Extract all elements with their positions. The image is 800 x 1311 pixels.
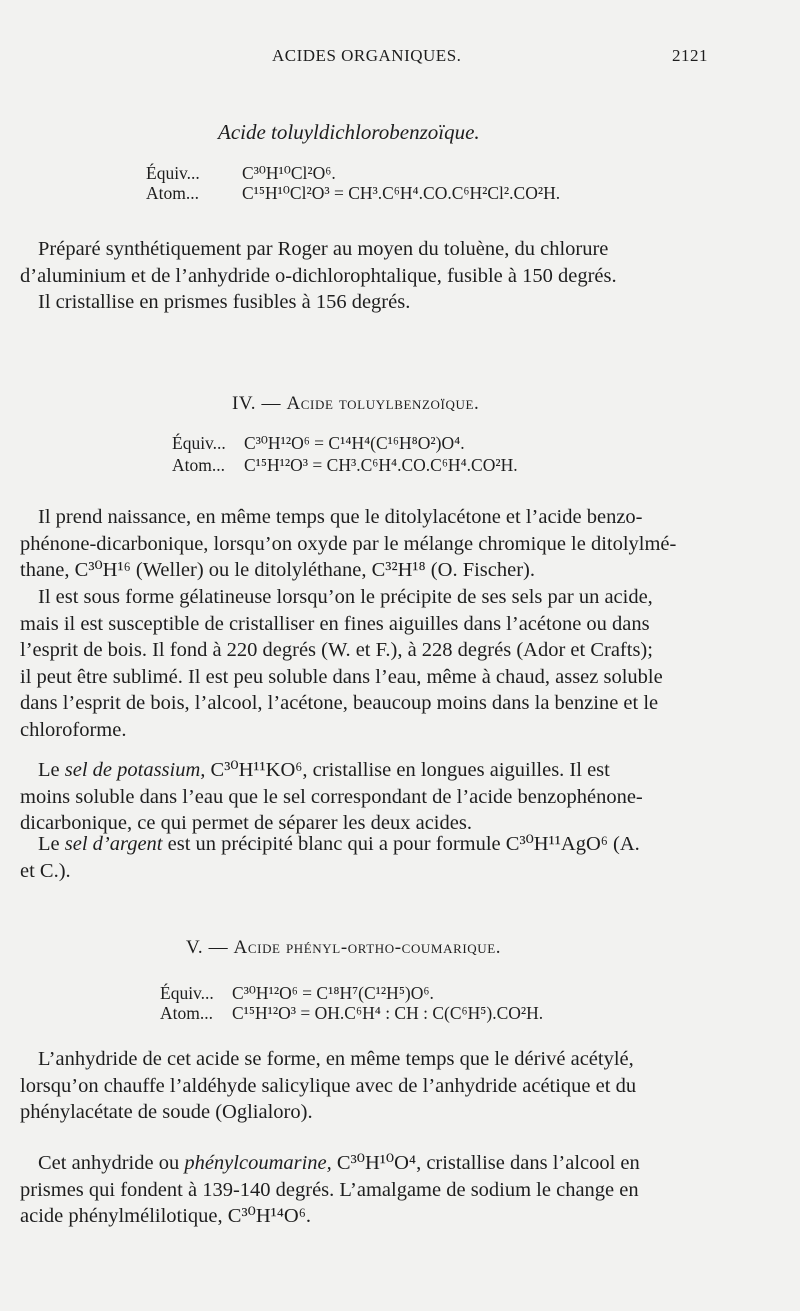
italic-term: sel de potassium, xyxy=(64,759,206,781)
lead-text: Le xyxy=(38,759,65,781)
section-title-toluyldichlorobenzoique: Acide toluyldichlorobenzoïque. xyxy=(218,120,480,144)
text-line: l’esprit de bois. Il fond à 220 degrés (W. et F.), à 228 degrés (Ador et Crafts); xyxy=(20,639,653,661)
text-line: Préparé synthétiquement par Roger au moyen du toluène, du chlorure xyxy=(38,238,609,260)
text-line: il peut être sublimé. Il est peu soluble dans l’eau, même à chaud, assez soluble xyxy=(20,665,663,688)
text-line: prismes qui fondent à 139-140 degrés. L’amalgame de sodium le change en xyxy=(20,1178,639,1201)
atom-label: Atom... xyxy=(160,1003,213,1023)
section-title: Acide toluylbenzoïque. xyxy=(286,393,480,414)
paragraph-preparation xyxy=(20,236,710,316)
lead-text: Le xyxy=(38,833,65,855)
text-line: phénylacétate de soude (Oglialoro). xyxy=(20,1101,313,1123)
paragraph-sel-argent xyxy=(20,831,710,884)
atom-label: Atom... xyxy=(146,183,199,203)
atom-label: Atom... xyxy=(172,455,225,475)
atom-formula-3 xyxy=(160,1002,543,1024)
italic-term: sel d’argent xyxy=(64,833,163,855)
equiv-value: C³⁰H¹²O⁶ = C¹⁸H⁷(C¹²H⁵)O⁶. xyxy=(232,983,434,1003)
section-heading-v xyxy=(186,937,501,959)
equiv-label: Équiv... xyxy=(160,983,214,1003)
text-line xyxy=(38,831,710,858)
section-numeral: V. — xyxy=(186,937,229,958)
atom-value: C¹⁵H¹⁰Cl²O³ = CH³.C⁶H⁴.CO.C⁶H²Cl².CO²H. xyxy=(242,183,561,203)
equiv-formula-3 xyxy=(160,982,434,1004)
atom-formula-2 xyxy=(172,454,518,476)
text-line: lorsqu’on chauffe l’aldéhyde salicylique avec de l’anhydride acétique et du xyxy=(20,1074,637,1097)
text-line: chloroforme. xyxy=(20,718,127,741)
atom-formula-1 xyxy=(146,182,560,204)
running-title: ACIDES ORGANIQUES. xyxy=(272,46,462,65)
text-line: mais il est susceptible de cristalliser en fines aiguilles dans l’acétone ou dans xyxy=(20,612,650,635)
text-line: moins soluble dans l’eau que le sel correspondant de l’acide benzophénone- xyxy=(20,785,643,808)
text-line: Il prend naissance, en même temps que le ditolylacétone et l’acide benzo- xyxy=(38,506,643,528)
atom-value: C¹⁵H¹²O³ = CH³.C⁶H⁴.CO.C⁶H⁴.CO²H. xyxy=(244,455,518,475)
section-title: Acide phényl-ortho-coumarique. xyxy=(233,937,502,958)
atom-value: C¹⁵H¹²O³ = OH.C⁶H⁴ : CH : C(C⁶H⁵).CO²H. xyxy=(232,1003,544,1023)
text-line: thane, C³⁰H¹⁶ (Weller) ou le ditolyléthane, C³²H¹⁸ (O. Fischer). xyxy=(20,559,535,581)
rest-text: C³⁰H¹⁰O⁴, cristallise dans l’alcool en xyxy=(331,1152,640,1174)
page-header xyxy=(0,46,800,70)
lead-text: Cet anhydride ou xyxy=(38,1152,185,1174)
text-line: L’anhydride de cet acide se forme, en même temps que le dérivé acétylé, xyxy=(38,1048,634,1070)
paragraph-phenylcoumarine xyxy=(20,1150,710,1230)
paragraph-gelatineuse xyxy=(20,584,710,743)
text-line: dicarbonique, ce qui permet de séparer les deux acides. xyxy=(20,812,472,834)
paragraph-naissance xyxy=(20,504,710,584)
text-line: Il est sous forme gélatineuse lorsqu’on le précipite de ses sels par un acide, xyxy=(38,586,653,608)
text-line: acide phénylmélilotique, C³⁰H¹⁴O⁶. xyxy=(20,1205,311,1227)
equiv-formula-2 xyxy=(172,432,465,454)
text-line xyxy=(38,1150,710,1177)
paragraph-sel-potassium xyxy=(20,757,710,837)
equiv-value: C³⁰H¹⁰Cl²O⁶. xyxy=(242,163,336,183)
text-line: et C.). xyxy=(20,859,71,882)
page-number: 2121 xyxy=(672,46,708,65)
paragraph-anhydride xyxy=(20,1046,710,1126)
text-line: Il cristallise en prismes fusibles à 156 degrés. xyxy=(38,291,411,313)
text-line: dans l’esprit de bois, l’alcool, l’acétone, beaucoup moins dans la benzine et le xyxy=(20,692,659,714)
section-heading-iv xyxy=(232,393,479,415)
text-line: d’aluminium et de l’anhydride o-dichlorophtalique, fusible à 150 degrés. xyxy=(20,264,617,287)
equiv-label: Équiv... xyxy=(172,433,226,453)
section-numeral: IV. — xyxy=(232,393,282,414)
equiv-value: C³⁰H¹²O⁶ = C¹⁴H⁴(C¹⁶H⁸O²)O⁴. xyxy=(244,433,465,453)
text-line xyxy=(38,757,710,784)
equiv-formula-1 xyxy=(146,162,336,184)
rest-text: est un précipité blanc qui a pour formule C³⁰H¹¹AgO⁶ (A. xyxy=(162,833,640,855)
italic-term: phénylcoumarine, xyxy=(184,1152,332,1174)
text-line: phénone-dicarbonique, lorsqu’on oxyde par le mélange chromique le ditolylmé- xyxy=(20,532,677,555)
equiv-label: Équiv... xyxy=(146,163,200,183)
rest-text: C³⁰H¹¹KO⁶, cristallise en longues aiguilles. Il est xyxy=(205,759,610,781)
